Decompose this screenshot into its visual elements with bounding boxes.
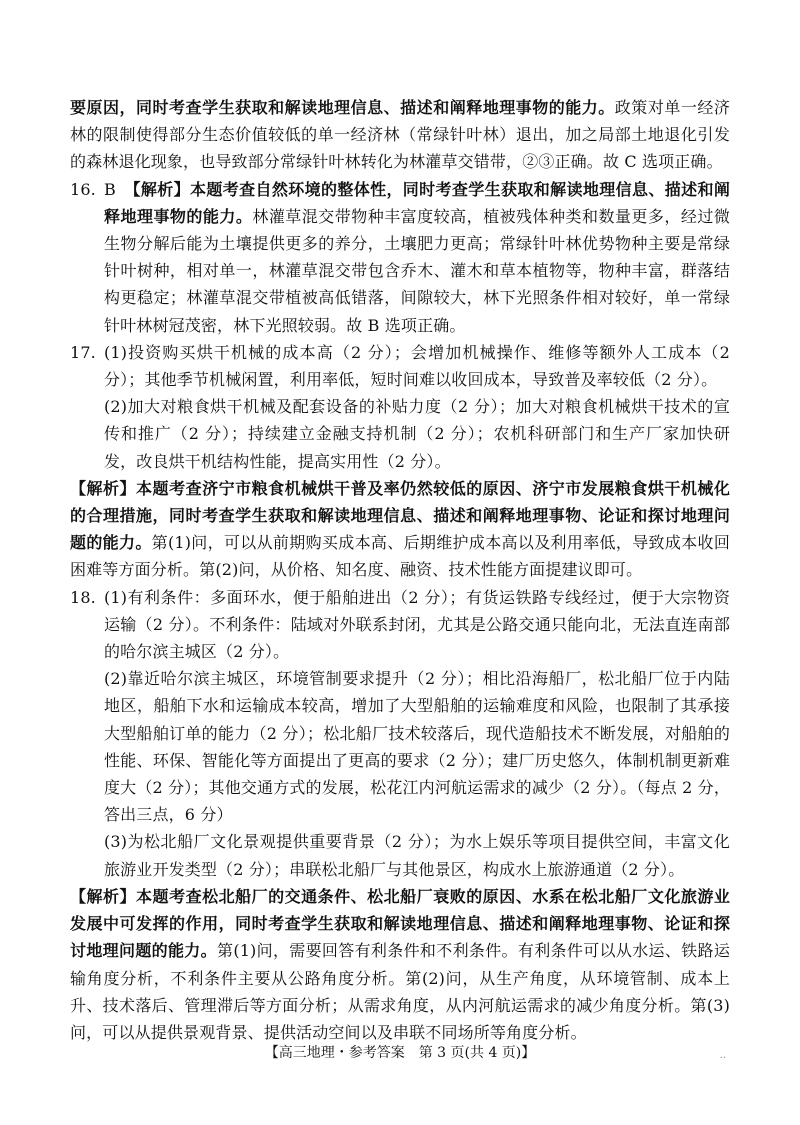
q17-part1: (1)投资购买烘干机械的成本高（2 分）；会增加机械操作、维修等额外人工成本（2 分）；其他季节机械闲置，利用率低，短时间难以收回成本，导致普及率较低（2 分）。 [104, 342, 730, 390]
q16-answer: B [104, 179, 116, 199]
q18-part3: (3)为松北船厂文化景观提供重要背景（2 分）；为水上娱乐等项目提供空间，丰富文化旅游业开发类型（2 分）；串联松北船厂与其他景区，构成水上旅游通道（2 分）。 [104, 832, 730, 879]
question-18 [70, 584, 730, 666]
q18-analysis [70, 883, 730, 1046]
q17-part2: (2)加大对粮食烘干机械及配套设备的补贴力度（2 分）；加大对粮食机械烘干技术的宣传和推广（2 分）；持续建立金融支持机制（2 分）；农机科研部门和生产厂家加快研发，改良烘干机结构性能，提高实用性（2 分）。 [104, 397, 730, 471]
q18-part2: (2)靠近哈尔滨主城区，环境管制要求提升（2 分）；相比沿海船厂，松北船厂位于内陆地区，船舶下水和运输成本较高，增加了大型船舶的运输难度和风险，也限制了其承接大型船舶订单的能力（2 分）；松北船厂技术较落后，现代造船技术不断发展，对船舶的性能、环保、智能化等方面提出了更高的要求（2 分）；建厂历史悠久，体制机制更新难度大（2 分）；其他交通方式的发展，松花江内河航运需求的减少（2 分）。（每点 2 分，答出三点，6 分） [104, 669, 730, 825]
question-16 [70, 176, 730, 339]
q18-tag: 【解析】 [70, 886, 137, 906]
q17-analysis-text: 第(1)问，可以从前期购买成本高、后期维护成本高以及利用率低，导致成本收回困难等方面分析。第(2)问，从价格、知名度、融资、技术性能方面提建议即可。 [70, 533, 730, 580]
q18-number: 18. [70, 587, 96, 607]
q16-body [104, 176, 730, 339]
question-17 [70, 339, 730, 393]
q16-bold-text: 本题考查自然环境的整体性，同时考查学生获取和解读地理信息、描述和阐释地理事物的能力。 [104, 179, 730, 226]
q18-bold-text: 本题考查松北船厂的交通条件、松北船厂衰败的原因、水系在松北船厂文化旅游业发展中可发挥的作用，同时考查学生获取和解读地理信息、描述和阐释地理事物、论证和探讨地理问题的能力。 [70, 886, 730, 961]
q18-analysis-text: 第(1)问，需要回答有利条件和不利条件。有利条件可以从水运、铁路运输角度分析，不利条件主要从公路角度分析。第(2)问，从生产角度，从环境管制、成本上升、技术落后、管理滞后等方面分析；从需求角度，从内河航运需求的减少角度分析。第(3)问，可以从提供景观背景、提供活动空间以及串联不同场所等角度分析。 [70, 941, 730, 1042]
q17-analysis [70, 475, 730, 584]
q15-continuation [70, 94, 730, 176]
corner-mark: ·· [719, 1053, 726, 1064]
q15-bold-text: 要原因，同时考查学生获取和解读地理信息、描述和阐释地理事物的能力。 [70, 98, 615, 117]
q17-tag: 【解析】 [70, 478, 137, 498]
q15-text: 政策对单一经济林的限制使得部分生态价值较低的单一经济林（常绿针叶林）退出，加之局部土地退化引发的森林退化现象，也导致部分常绿针叶林转化为林灌草交错带，②③正确。故 C 选项正确。 [70, 98, 730, 172]
q17-bold-text: 本题考查济宁市粮食机械烘干普及率仍然较低的原因、济宁市发展粮食烘干机械化的合理措施，同时考查学生获取和解读地理信息、描述和阐释地理事物、论证和探讨地理问题的能力。 [70, 478, 730, 553]
q17-number: 17. [70, 342, 96, 362]
page-footer: 【高三地理・参考答案 第 3 页(共 4 页)】 [264, 1045, 536, 1061]
q18-part1: (1)有利条件：多面环水，便于船舶进出（2 分）；有货运铁路专线经过，便于大宗物资运输（2 分）。不利条件：陆域对外联系封闭，尤其是公路交通只能向北，无法直连南部的哈尔滨主城区（2 分）。 [104, 587, 730, 662]
q16-number: 16. [70, 179, 96, 199]
q16-analysis: 林灌草混交带物种丰富度较高，植被残体种类和数量更多，经过微生物分解后能为土壤提供更多的养分，土壤肥力更高；常绿针叶林优势物种主要是常绿针叶树种，相对单一，林灌草混交带包含乔木、灌木和草本植物等，物种丰富，群落结构更稳定；林灌草混交带植被高低错落，间隙较大，林下光照条件相对较好，单一常绿针叶林树冠茂密，林下光照较弱。故 B 选项正确。 [104, 206, 730, 335]
q16-tag: 【解析】 [132, 179, 190, 199]
